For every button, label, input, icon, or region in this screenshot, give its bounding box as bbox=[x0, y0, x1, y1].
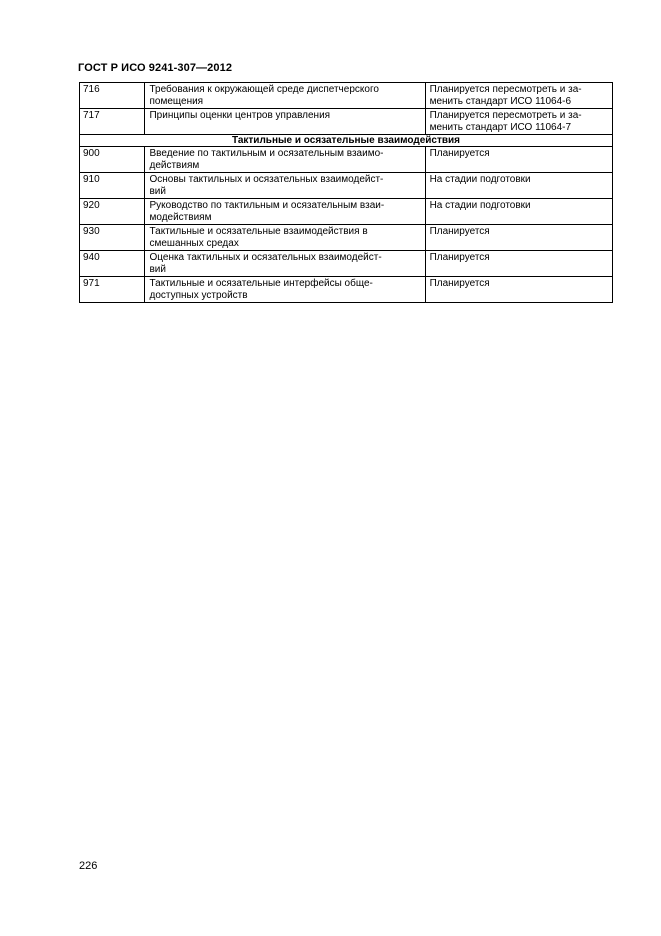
standard-number-cell: 920 bbox=[80, 199, 145, 225]
standard-title-cell: Введение по тактильным и осязательным взаимо- действиям bbox=[145, 147, 425, 173]
table-row bbox=[80, 225, 613, 251]
standard-status-cell: Планируется bbox=[425, 251, 612, 277]
standard-status-cell: На стадии подготовки bbox=[425, 173, 612, 199]
standard-title-cell: Тактильные и осязательные интерфейсы обще- доступных устройств bbox=[145, 277, 425, 303]
table-row bbox=[80, 277, 613, 303]
standard-number-cell: 971 bbox=[80, 277, 145, 303]
standard-status-cell: Планируется bbox=[425, 225, 612, 251]
standard-title-cell: Руководство по тактильным и осязательным взаи- модействиям bbox=[145, 199, 425, 225]
standard-title-cell: Требования к окружающей среде диспетчерского помещения bbox=[145, 83, 425, 109]
section-header-row bbox=[80, 135, 613, 147]
table-row bbox=[80, 199, 613, 225]
standard-number-cell: 717 bbox=[80, 109, 145, 135]
table-row bbox=[80, 147, 613, 173]
table-row bbox=[80, 109, 613, 135]
standard-number-cell: 930 bbox=[80, 225, 145, 251]
standard-status-cell: Планируется пересмотреть и за- менить стандарт ИСО 11064-6 bbox=[425, 83, 612, 109]
standard-title-cell: Оценка тактильных и осязательных взаимодейст- вий bbox=[145, 251, 425, 277]
standard-title-cell: Принципы оценки центров управления bbox=[145, 109, 425, 135]
standard-number-cell: 900 bbox=[80, 147, 145, 173]
table-row bbox=[80, 173, 613, 199]
standard-number-cell: 716 bbox=[80, 83, 145, 109]
standard-title-cell: Тактильные и осязательные взаимодействия в смешанных средах bbox=[145, 225, 425, 251]
standard-status-cell: Планируется bbox=[425, 147, 612, 173]
standard-number-cell: 940 bbox=[80, 251, 145, 277]
table-row bbox=[80, 251, 613, 277]
standard-status-cell: Планируется пересмотреть и за- менить стандарт ИСО 11064-7 bbox=[425, 109, 612, 135]
table-row bbox=[80, 83, 613, 109]
page-number: 226 bbox=[79, 860, 98, 872]
standards-table bbox=[79, 82, 613, 303]
standard-number-cell: 910 bbox=[80, 173, 145, 199]
document-title: ГОСТ Р ИСО 9241-307—2012 bbox=[78, 62, 233, 74]
standard-status-cell: На стадии подготовки bbox=[425, 199, 612, 225]
section-title: Тактильные и осязательные взаимодействия bbox=[80, 135, 613, 147]
standard-status-cell: Планируется bbox=[425, 277, 612, 303]
standard-title-cell: Основы тактильных и осязательных взаимодейст- вий bbox=[145, 173, 425, 199]
